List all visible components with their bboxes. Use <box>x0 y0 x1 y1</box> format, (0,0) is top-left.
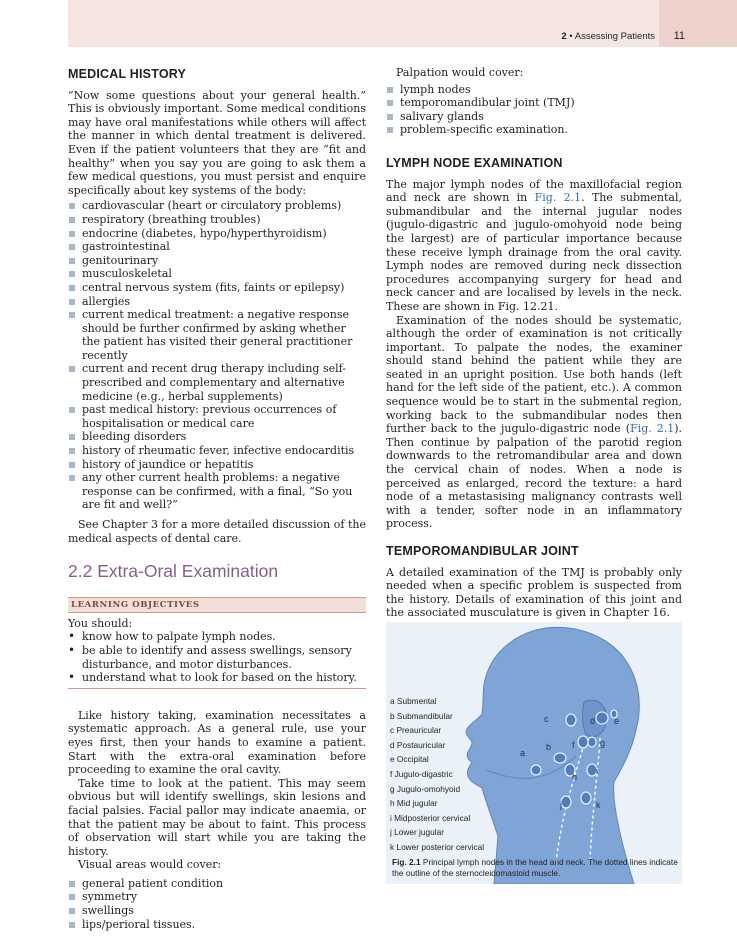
list-item: current medical treatment: a negative response should be further confirmed by asking whether the patient has visited their general practitioner recently <box>68 308 366 362</box>
chapter-label <box>561 31 655 42</box>
list-item: allergies <box>68 295 366 309</box>
list-item: history of rheumatic fever, infective endocarditis <box>68 444 366 458</box>
figure-lymph-nodes <box>386 622 682 884</box>
medical-history-outro: See Chapter 3 for a more detailed discussion of the medical aspects of dental care. <box>68 518 366 545</box>
lymph-paragraph-2 <box>386 314 682 532</box>
list-item: respiratory (breathing troubles) <box>68 213 366 227</box>
list-item: central nervous system (fits, faints or epilepsy) <box>68 281 366 295</box>
extra-oral-paragraph-2: Take time to look at the patient. This may seem obvious but will identify swellings, skin lesions and facial palsies. Facial pallor may indicate anaemia, or that the patient may be about to faint. This process of observation will start while you are taking the history. <box>68 776 366 858</box>
list-item: any other current health problems: a negative response can be confirmed, with a final, “So you are fit and well?” <box>68 471 366 512</box>
node-label: g <box>600 738 606 748</box>
lymph-p1-text-b: . The submental, submandibular and the internal jugular nodes (jugulo-digastric and jugulo-omohyoid node being the largest) are of particular importance because these receive lymph drainage from the oral cavity. Lymph nodes are removed during neck dissection procedures accompanying surgery for head and neck cancer and are localised by levels in the neck. These are shown in Fig. 12.21. <box>386 191 682 313</box>
chapter-number: 2 <box>561 31 567 42</box>
node-lower-jugular <box>561 796 571 808</box>
list-item: • understand what to look for based on the history. <box>68 671 366 685</box>
tmj-paragraph: A detailed examination of the TMJ is probably only needed when a specific problem is suspected from the history. Details of examination of this joint and the associated musculature is given in Chapter 16. <box>386 565 682 620</box>
legend-item: g Jugulo-omohyoid <box>390 783 461 794</box>
legend-item: f Jugulo-digastric <box>390 768 453 779</box>
list-item: lymph nodes <box>386 83 682 97</box>
node-label: k <box>596 800 601 810</box>
figure-link[interactable]: Fig. 2.1 <box>534 191 582 205</box>
list-item: current and recent drug therapy including self-prescribed and complementary and alternative medicine (e.g., herbal supplements) <box>68 362 366 403</box>
node-submental <box>531 765 541 775</box>
list-item: past medical history: previous occurrences of hospitalisation or medical care <box>68 403 366 430</box>
medical-history-heading: MEDICAL HISTORY <box>68 67 187 81</box>
left-column <box>68 68 366 931</box>
page-number: 11 <box>673 30 685 42</box>
figure-link[interactable]: Fig. 2.1 <box>630 422 675 436</box>
palpation-intro: Palpation would cover: <box>396 66 524 79</box>
figure-caption-label: Fig. 2.1 <box>392 857 421 867</box>
lymph-node-heading: LYMPH NODE EXAMINATION <box>386 155 563 170</box>
legend-item: b Submandibular <box>390 710 453 721</box>
node-jugulo-digastric <box>578 736 588 748</box>
legend-item: j Lower jugular <box>390 827 444 838</box>
node-label: h <box>572 772 578 782</box>
legend-item: e Occipital <box>390 754 429 765</box>
medical-history-intro: “Now some questions about your general health.” This is obviously important. Some medical conditions may have oral manifestations while others will affect the manner in which dental treatment is delivered. Even if the patient volunteers that they are “fit and healthy” when you say you are going to ask them a few medical questions, you must persist and enquire specifically about key systems of the body: <box>68 88 366 197</box>
list-item: endocrine (diabetes, hypo/hyperthyroidism) <box>68 227 366 241</box>
medical-history-list <box>68 199 366 512</box>
legend-item: k Lower posterior cervical <box>390 841 485 852</box>
visual-areas-list <box>68 877 366 931</box>
list-item: gastrointestinal <box>68 240 366 254</box>
node-label: c <box>544 714 549 724</box>
figure-legend <box>390 696 484 852</box>
extra-oral-paragraph-3: Visual areas would cover: <box>78 858 222 872</box>
figure-caption-text: Principal lymph nodes in the head and neck. The dotted lines indicate the outline of the sternocleidomastoid muscle. <box>392 857 678 878</box>
legend-item: a Submental <box>390 696 437 706</box>
node-postauricular <box>596 712 608 724</box>
node-jugulo-omohyoid <box>588 737 596 747</box>
learning-objectives-intro: You should: <box>68 616 133 630</box>
list-item: salivary glands <box>386 110 682 124</box>
node-label: j <box>560 800 562 810</box>
list-item: problem-specific examination. <box>386 123 682 137</box>
list-item: • be able to identify and assess swellings, sensory disturbance, and motor disturbances. <box>68 644 366 671</box>
chapter-title: Assessing Patients <box>574 31 655 42</box>
list-item: musculoskeletal <box>68 267 366 281</box>
list-item: temporomandibular joint (TMJ) <box>386 96 682 110</box>
node-label: a <box>520 748 526 758</box>
list-item: symmetry <box>68 890 366 904</box>
learning-objectives-rule <box>68 688 366 689</box>
palpation-list <box>386 83 682 137</box>
lymph-p2-text-a: Examination of the nodes should be systematic, although the order of examination is not critically important. To palpate the nodes, the examiner should stand behind the patient while they are seated in an upright position. Use both hands (left hand for the left side of the patient, etc.). A common sequence would be to start in the submental region, working back to the submandibular nodes then further back to the jugulo-digastric node ( <box>386 313 682 436</box>
legend-item: c Preauricular <box>390 725 442 736</box>
learning-objectives-list <box>68 630 366 684</box>
head-silhouette <box>466 627 639 884</box>
node-submandibular <box>554 753 566 763</box>
right-column <box>386 66 682 620</box>
list-item: genitourinary <box>68 254 366 268</box>
list-item: general patient condition <box>68 877 366 891</box>
lymph-p2-text-b: ). Then continue by palpation of the parotid region downwards to the retromandibular area and down the cervical chain of nodes. When a node is perceived as enlarged, record the texture: a hard node of a metastasising malignancy contrasts well with a tender, softer node in an inflammatory process. <box>386 422 682 531</box>
page-number-box <box>659 0 737 47</box>
list-item: lips/perioral tissues. <box>68 918 366 932</box>
legend-item: h Mid jugular <box>390 798 438 809</box>
legend-item: d Postauricular <box>390 739 446 750</box>
section-heading-extra-oral: 2.2 Extra-Oral Examination <box>68 561 279 582</box>
chapter-separator: • <box>569 31 573 42</box>
tmj-heading: TEMPOROMANDIBULAR JOINT <box>386 544 579 558</box>
node-lower-posterior-cervical <box>581 792 591 804</box>
node-label: b <box>546 742 552 752</box>
lymph-paragraph-1 <box>386 178 682 314</box>
learning-objectives-box <box>68 597 366 689</box>
node-preauricular <box>566 714 576 726</box>
node-label: d <box>590 716 596 726</box>
list-item: • know how to palpate lymph nodes. <box>68 630 366 644</box>
learning-objectives-title: LEARNING OBJECTIVES <box>68 597 366 613</box>
legend-item: i Midposterior cervical <box>390 812 471 823</box>
list-item: cardiovascular (heart or circulatory problems) <box>68 199 366 213</box>
list-item: bleeding disorders <box>68 430 366 444</box>
running-header <box>68 0 737 47</box>
figure-caption <box>386 853 683 878</box>
list-item: history of jaundice or hepatitis <box>68 458 366 472</box>
node-label: e <box>614 716 620 726</box>
extra-oral-paragraph-1: Like history taking, examination necessitates a systematic approach. As a general rule, use your eyes first, then your hands to examine a patient. Start with the extra-oral examination before proceeding to examine the oral cavity. <box>68 708 366 777</box>
node-label: i <box>596 766 598 776</box>
node-label: f <box>572 740 575 750</box>
list-item: swellings <box>68 904 366 918</box>
lymph-p1-text-a: The major lymph nodes of the maxillofacial region and neck are shown in <box>386 177 682 205</box>
